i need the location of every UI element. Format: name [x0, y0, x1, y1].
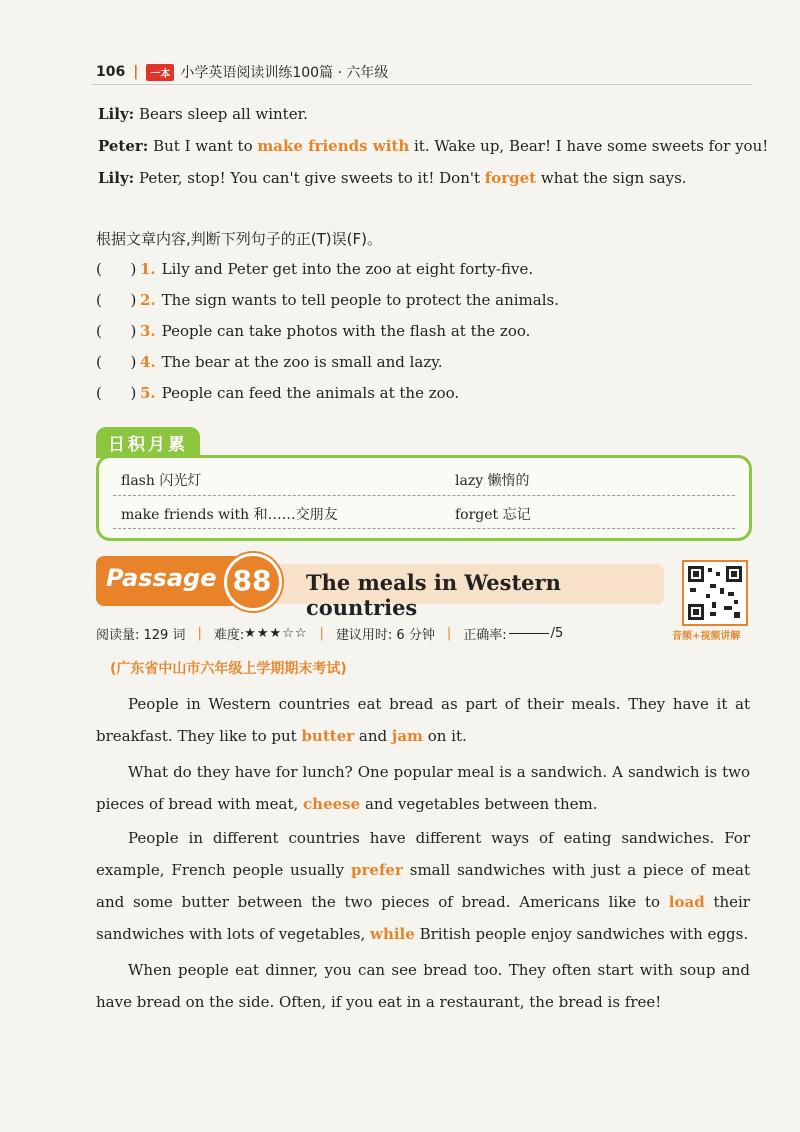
question-text: The bear at the zoo is small and lazy. [161, 353, 443, 371]
answer-blank[interactable]: ( ) [96, 291, 137, 309]
paragraph-text: small sandwiches with just a piece of meat and some butter between the two pieces of bread. Americans like to [96, 861, 750, 911]
paragraph-text: their sandwiches with lots of vegetables, [96, 893, 750, 943]
paragraph-text: on it. [422, 727, 467, 745]
question-number: 2. [140, 291, 156, 309]
question-text: Lily and Peter get into the zoo at eight forty-five. [161, 260, 534, 278]
highlight-word: jam [391, 727, 423, 745]
question-number: 3. [140, 322, 156, 340]
paragraph-text: British people enjoy sandwiches with eggs. [414, 925, 749, 943]
tf-question [96, 353, 443, 371]
dialogue-text: Bears sleep all winter. [138, 105, 308, 123]
passage-paragraph [96, 954, 750, 1018]
meta-divider: | [319, 626, 324, 641]
dialogue-text: what the sign says. [536, 169, 687, 187]
vocab-item: flash 闪光灯 [121, 473, 202, 489]
question-text: People can feed the animals at the zoo. [161, 384, 460, 402]
page-header [96, 62, 388, 82]
passage-paragraph [96, 822, 750, 950]
vocab-divider [113, 495, 735, 496]
meta-divider: | [197, 626, 202, 641]
qr-code-icon[interactable] [682, 560, 748, 626]
highlight-word: butter [301, 727, 355, 745]
difficulty-stars: ★★★☆☆ [244, 626, 308, 641]
question-number: 5. [140, 384, 156, 402]
answer-blank[interactable]: ( ) [96, 260, 137, 278]
highlight-word: make friends with [257, 137, 410, 155]
accuracy-blank[interactable] [509, 633, 549, 634]
vocab-divider [113, 528, 735, 529]
dialogue-text: Peter, stop! You can't give sweets to it! Don't [138, 169, 485, 187]
tf-question [96, 260, 533, 278]
passage-number: 88 [232, 564, 272, 597]
tf-question [96, 291, 559, 309]
answer-blank[interactable]: ( ) [96, 322, 137, 340]
question-instruction: 根据文章内容,判断下列句子的正(T)误(F)。 [96, 230, 382, 248]
vocab-box [96, 455, 752, 541]
passage-title: The meals in Western countries [306, 570, 561, 620]
question-text: The sign wants to tell people to protect the animals. [161, 291, 559, 309]
header-divider: | [133, 64, 139, 80]
speaker: Peter: [98, 137, 149, 155]
dialogue-line [98, 168, 687, 188]
question-number: 1. [140, 260, 156, 278]
passage-source: (广东省中山市六年级上学期期末考试) [110, 661, 347, 677]
speaker: Lily: [98, 105, 135, 123]
tf-question [96, 384, 459, 402]
book-logo: 一本 [146, 64, 174, 81]
suggested-time: 建议用时: 6 分钟 [335, 628, 435, 643]
highlight-word: cheese [303, 795, 361, 813]
passage-label: Passage [106, 564, 217, 592]
vocab-tab: 日积月累 [96, 427, 200, 458]
passage-paragraph [96, 688, 750, 752]
paragraph-text: and vegetables between them. [360, 795, 598, 813]
speaker: Lily: [98, 169, 135, 187]
passage-banner [96, 556, 664, 620]
difficulty-label: 难度: [213, 628, 245, 643]
question-text: People can take photos with the flash at the zoo. [161, 322, 531, 340]
answer-blank[interactable]: ( ) [96, 353, 137, 371]
paragraph-text: People in different countries have different ways of eating sandwiches. For example, French people usually [96, 829, 750, 879]
vocab-item: make friends with 和……交朋友 [121, 507, 338, 523]
highlight-word: prefer [351, 861, 403, 879]
tf-question [96, 322, 530, 340]
meta-divider: | [446, 626, 452, 641]
passage-paragraph [96, 756, 750, 820]
highlight-word: load [668, 893, 705, 911]
book-title: 小学英语阅读训练100篇 · 六年级 [180, 65, 389, 81]
word-count: 阅读量: 129 词 [96, 628, 186, 643]
dialogue-line [98, 104, 308, 124]
page-number: 106 [96, 64, 126, 80]
vocab-item: lazy 懒惰的 [455, 473, 530, 489]
question-number: 4. [140, 353, 156, 371]
paragraph-text: When people eat dinner, you can see bread too. They often start with soup and have bread on the side. Often, if you eat in a restaurant, the bread is free! [96, 961, 750, 1011]
highlight-word: while [370, 925, 415, 943]
qr-label: 音频+视频讲解 [672, 631, 741, 642]
paragraph-text: and [354, 727, 392, 745]
accuracy-label: 正确率: [463, 628, 507, 643]
answer-blank[interactable]: ( ) [96, 384, 137, 402]
dialogue-text: But I want to [153, 137, 258, 155]
dialogue-text: it. Wake up, Bear! I have some sweets for you! [409, 137, 769, 155]
header-rule [92, 84, 752, 85]
accuracy-total: /5 [550, 626, 564, 641]
dialogue-line [98, 136, 768, 156]
passage-meta [96, 624, 563, 643]
paragraph-text: People in Western countries eat bread as part of their meals. They have it at breakfast. They like to put [96, 695, 750, 745]
vocab-item: forget 忘记 [455, 507, 531, 523]
paragraph-text: What do they have for lunch? One popular meal is a sandwich. A sandwich is two pieces of bread with meat, [96, 763, 750, 813]
highlight-word: forget [484, 169, 537, 187]
